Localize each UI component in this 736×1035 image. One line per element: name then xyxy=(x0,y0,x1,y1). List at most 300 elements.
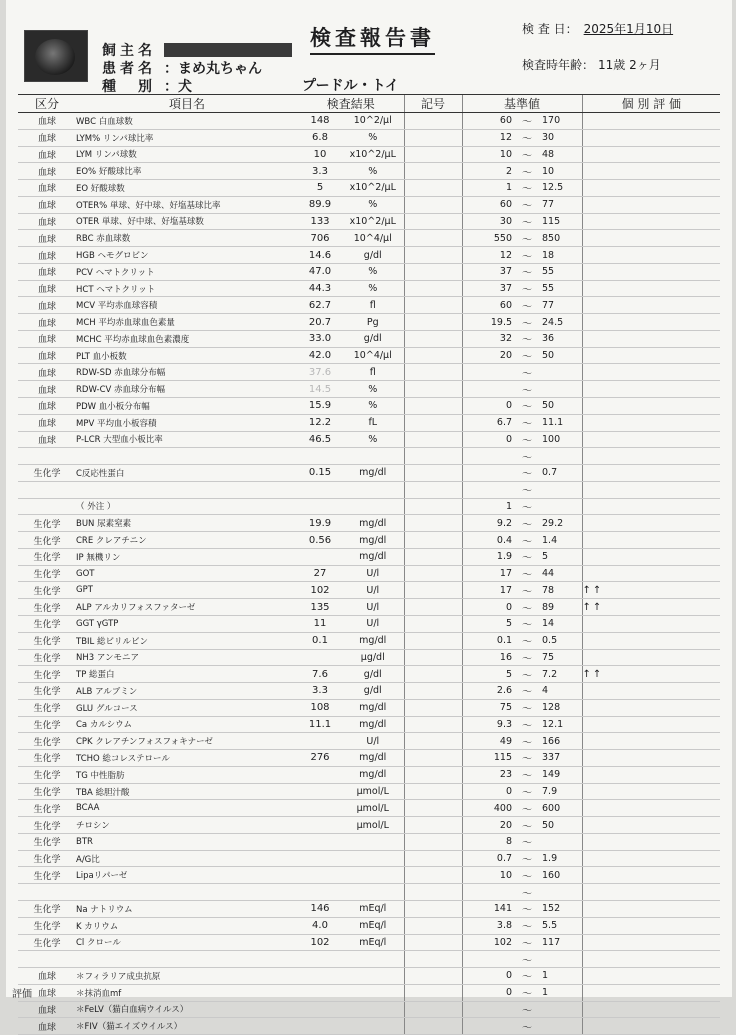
unit-cell: 10^2/μl xyxy=(342,113,404,130)
species-row xyxy=(102,76,192,96)
result-cell xyxy=(298,968,342,985)
result-cell: 47.0 xyxy=(298,263,342,280)
unit-cell: mg/dl xyxy=(342,632,404,649)
item-cell: EO% 好酸球比率 xyxy=(76,163,298,180)
item-cell: LYM% リンパ球比率 xyxy=(76,129,298,146)
ref-high-cell: 152 xyxy=(542,900,582,917)
col-evaluation: 個 別 評 価 xyxy=(582,95,720,113)
ref-tilde-cell: ～ xyxy=(512,448,542,465)
ref-tilde-cell: ～ xyxy=(512,414,542,431)
ref-low-cell: 0.1 xyxy=(462,632,512,649)
ref-tilde-cell: ～ xyxy=(512,532,542,549)
ref-low-cell: 6.7 xyxy=(462,414,512,431)
unit-cell: Pg xyxy=(342,314,404,331)
ref-low-cell: 0 xyxy=(462,984,512,1001)
item-cell: （ 外注 ） xyxy=(76,498,298,515)
table-row xyxy=(18,867,720,884)
item-cell: ＊抹消血mf xyxy=(76,984,298,1001)
evaluation-cell xyxy=(582,381,720,398)
category-cell: 血球 xyxy=(18,263,76,280)
evaluation-cell xyxy=(582,632,720,649)
ref-tilde-cell: ～ xyxy=(512,465,542,482)
item-cell: MCHC 平均赤血球血色素濃度 xyxy=(76,330,298,347)
table-row xyxy=(18,968,720,985)
table-row xyxy=(18,196,720,213)
ref-tilde-cell: ～ xyxy=(512,683,542,700)
result-cell xyxy=(298,766,342,783)
result-cell: 20.7 xyxy=(298,314,342,331)
item-cell: WBC 白血球数 xyxy=(76,113,298,130)
table-row xyxy=(18,817,720,834)
ref-low-cell: 400 xyxy=(462,800,512,817)
ref-high-cell xyxy=(542,951,582,968)
flag-cell xyxy=(404,733,462,750)
result-cell: 102 xyxy=(298,582,342,599)
ref-tilde-cell: ～ xyxy=(512,347,542,364)
category-cell: 生化学 xyxy=(18,800,76,817)
unit-cell: mEq/l xyxy=(342,917,404,934)
ref-low-cell: 550 xyxy=(462,230,512,247)
unit-cell: % xyxy=(342,263,404,280)
category-cell: 血球 xyxy=(18,163,76,180)
evaluation-cell xyxy=(582,716,720,733)
unit-cell: g/dl xyxy=(342,666,404,683)
unit-cell: % xyxy=(342,398,404,415)
flag-cell xyxy=(404,917,462,934)
flag-cell xyxy=(404,163,462,180)
ref-low-cell: 0 xyxy=(462,783,512,800)
ref-low-cell: 8 xyxy=(462,833,512,850)
ref-low-cell xyxy=(462,884,512,901)
category-cell: 生化学 xyxy=(18,632,76,649)
ref-tilde-cell: ～ xyxy=(512,129,542,146)
item-cell: MPV 平均血小板容積 xyxy=(76,414,298,431)
unit-cell: g/dl xyxy=(342,683,404,700)
ref-tilde-cell: ～ xyxy=(512,297,542,314)
table-row xyxy=(18,532,720,549)
category-cell: 生化学 xyxy=(18,666,76,683)
ref-tilde-cell: ～ xyxy=(512,733,542,750)
evaluation-cell xyxy=(582,364,720,381)
category-cell: 生化学 xyxy=(18,683,76,700)
evaluation-cell xyxy=(582,800,720,817)
table-row xyxy=(18,398,720,415)
table-row xyxy=(18,615,720,632)
flag-cell xyxy=(404,347,462,364)
ref-high-cell: 12.1 xyxy=(542,716,582,733)
unit-cell xyxy=(342,984,404,1001)
ref-low-cell xyxy=(462,951,512,968)
result-cell: 7.6 xyxy=(298,666,342,683)
ref-low-cell: 75 xyxy=(462,699,512,716)
ref-low-cell: 60 xyxy=(462,113,512,130)
ref-low-cell: 2.6 xyxy=(462,683,512,700)
flag-cell xyxy=(404,750,462,767)
ref-high-cell: 12.5 xyxy=(542,180,582,197)
flag-cell xyxy=(404,565,462,582)
ref-high-cell xyxy=(542,364,582,381)
flag-cell xyxy=(404,465,462,482)
ref-high-cell: 1.9 xyxy=(542,850,582,867)
result-cell: 11.1 xyxy=(298,716,342,733)
item-cell: CPK クレアチンフォスフォキナーゼ xyxy=(76,733,298,750)
flag-cell xyxy=(404,900,462,917)
item-cell: OTER% 単球、好中球、好塩基球比率 xyxy=(76,196,298,213)
evaluation-cell xyxy=(582,783,720,800)
result-cell: 62.7 xyxy=(298,297,342,314)
table-row xyxy=(18,984,720,1001)
table-row xyxy=(18,515,720,532)
evaluation-cell xyxy=(582,146,720,163)
table-row xyxy=(18,716,720,733)
item-cell: GPT xyxy=(76,582,298,599)
ref-tilde-cell: ～ xyxy=(512,314,542,331)
owner-name-redacted xyxy=(164,43,292,57)
item-cell: Cl クロール xyxy=(76,934,298,951)
result-cell: 0.56 xyxy=(298,532,342,549)
result-cell: 42.0 xyxy=(298,347,342,364)
category-cell: 血球 xyxy=(18,330,76,347)
unit-cell: mg/dl xyxy=(342,716,404,733)
patient-row xyxy=(102,58,262,78)
result-cell xyxy=(298,800,342,817)
item-cell: PCV ヘマトクリット xyxy=(76,263,298,280)
table-row xyxy=(18,347,720,364)
ref-tilde-cell: ～ xyxy=(512,481,542,498)
ref-high-cell: 55 xyxy=(542,280,582,297)
evaluation-cell xyxy=(582,817,720,834)
table-row xyxy=(18,733,720,750)
evaluation-cell xyxy=(582,951,720,968)
unit-cell: U/l xyxy=(342,733,404,750)
flag-cell xyxy=(404,548,462,565)
category-cell: 血球 xyxy=(18,129,76,146)
unit-cell: mEq/l xyxy=(342,934,404,951)
ref-low-cell: 9.2 xyxy=(462,515,512,532)
flag-cell xyxy=(404,263,462,280)
result-cell: 12.2 xyxy=(298,414,342,431)
evaluation-cell xyxy=(582,448,720,465)
table-row xyxy=(18,565,720,582)
ref-high-cell: 29.2 xyxy=(542,515,582,532)
category-cell: 血球 xyxy=(18,364,76,381)
ref-high-cell: 1.4 xyxy=(542,532,582,549)
ref-high-cell: 0.7 xyxy=(542,465,582,482)
ref-tilde-cell: ～ xyxy=(512,230,542,247)
table-row xyxy=(18,414,720,431)
category-cell xyxy=(18,951,76,968)
category-cell xyxy=(18,481,76,498)
ref-low-cell: 12 xyxy=(462,129,512,146)
evaluation-cell xyxy=(582,431,720,448)
result-cell xyxy=(298,481,342,498)
result-cell: 135 xyxy=(298,599,342,616)
ref-tilde-cell: ～ xyxy=(512,867,542,884)
ref-tilde-cell: ～ xyxy=(512,951,542,968)
breed: プードル・トイ xyxy=(302,78,399,94)
category-cell: 生化学 xyxy=(18,548,76,565)
unit-cell xyxy=(342,1018,404,1035)
ref-high-cell: 10 xyxy=(542,163,582,180)
flag-cell xyxy=(404,884,462,901)
table-row xyxy=(18,247,720,264)
item-cell xyxy=(76,884,298,901)
ref-tilde-cell: ～ xyxy=(512,984,542,1001)
table-row xyxy=(18,280,720,297)
ref-low-cell: 10 xyxy=(462,867,512,884)
flag-cell xyxy=(404,867,462,884)
ref-high-cell: 77 xyxy=(542,196,582,213)
ref-high-cell: 0.5 xyxy=(542,632,582,649)
evaluation-cell xyxy=(582,548,720,565)
item-cell: RBC 赤血球数 xyxy=(76,230,298,247)
result-cell xyxy=(298,833,342,850)
ref-tilde-cell: ～ xyxy=(512,649,542,666)
category-cell: 血球 xyxy=(18,968,76,985)
flag-cell xyxy=(404,968,462,985)
item-cell xyxy=(76,951,298,968)
evaluation-cell xyxy=(582,347,720,364)
category-cell: 血球 xyxy=(18,180,76,197)
ref-low-cell: 3.8 xyxy=(462,917,512,934)
flag-cell xyxy=(404,314,462,331)
flag-cell xyxy=(404,632,462,649)
result-cell: 4.0 xyxy=(298,917,342,934)
evaluation-cell xyxy=(582,867,720,884)
evaluation-cell xyxy=(582,1018,720,1035)
unit-cell: fL xyxy=(342,414,404,431)
item-cell: IP 無機リン xyxy=(76,548,298,565)
category-cell: 血球 xyxy=(18,347,76,364)
ref-low-cell xyxy=(462,381,512,398)
category-cell: 血球 xyxy=(18,381,76,398)
flag-cell xyxy=(404,196,462,213)
evaluation-cell xyxy=(582,968,720,985)
ref-high-cell: 149 xyxy=(542,766,582,783)
ref-tilde-cell: ～ xyxy=(512,800,542,817)
item-cell xyxy=(76,448,298,465)
ref-tilde-cell: ～ xyxy=(512,917,542,934)
table-row xyxy=(18,481,720,498)
evaluation-cell: ↑↑ xyxy=(582,582,720,599)
ref-tilde-cell: ～ xyxy=(512,783,542,800)
unit-cell xyxy=(342,481,404,498)
unit-cell: μmol/L xyxy=(342,800,404,817)
flag-cell xyxy=(404,280,462,297)
evaluation-cell xyxy=(582,1001,720,1018)
flag-cell xyxy=(404,414,462,431)
ref-tilde-cell: ～ xyxy=(512,263,542,280)
result-cell: 276 xyxy=(298,750,342,767)
category-cell: 血球 xyxy=(18,146,76,163)
ref-high-cell: 36 xyxy=(542,330,582,347)
evaluation-cell xyxy=(582,247,720,264)
unit-cell: U/l xyxy=(342,599,404,616)
item-cell: ALP アルカリフォスファターゼ xyxy=(76,599,298,616)
ref-high-cell: 170 xyxy=(542,113,582,130)
ref-high-cell: 77 xyxy=(542,297,582,314)
unit-cell xyxy=(342,884,404,901)
item-cell: ＊フィラリア成虫抗原 xyxy=(76,968,298,985)
item-cell: TP 総蛋白 xyxy=(76,666,298,683)
table-row xyxy=(18,330,720,347)
unit-cell: mg/dl xyxy=(342,465,404,482)
unit-cell: mg/dl xyxy=(342,750,404,767)
flag-cell xyxy=(404,817,462,834)
ref-low-cell: 49 xyxy=(462,733,512,750)
item-cell: RDW-SD 赤血球分布幅 xyxy=(76,364,298,381)
col-flag: 記号 xyxy=(404,95,462,113)
flag-cell xyxy=(404,146,462,163)
patient-name: ：まめ丸ちゃん xyxy=(164,61,262,77)
ref-high-cell xyxy=(542,833,582,850)
category-cell: 血球 xyxy=(18,1001,76,1018)
evaluation-cell: ↑↑ xyxy=(582,666,720,683)
category-cell: 生化学 xyxy=(18,783,76,800)
result-cell xyxy=(298,783,342,800)
ref-high-cell: 117 xyxy=(542,934,582,951)
item-cell: LYM リンパ球数 xyxy=(76,146,298,163)
table-row xyxy=(18,163,720,180)
table-row xyxy=(18,951,720,968)
evaluation-cell xyxy=(582,565,720,582)
patient-label: 患者名 xyxy=(102,61,156,77)
ref-high-cell: 30 xyxy=(542,129,582,146)
unit-cell: % xyxy=(342,163,404,180)
table-row xyxy=(18,431,720,448)
result-cell: 14.6 xyxy=(298,247,342,264)
table-row xyxy=(18,833,720,850)
item-cell: Lipaリパーゼ xyxy=(76,867,298,884)
ref-high-cell: 7.2 xyxy=(542,666,582,683)
ref-tilde-cell: ～ xyxy=(512,146,542,163)
result-cell xyxy=(298,817,342,834)
ref-high-cell xyxy=(542,884,582,901)
ref-high-cell: 18 xyxy=(542,247,582,264)
ref-tilde-cell: ～ xyxy=(512,113,542,130)
unit-cell: μmol/L xyxy=(342,817,404,834)
evaluation-cell xyxy=(582,498,720,515)
flag-cell xyxy=(404,448,462,465)
evaluation-cell xyxy=(582,314,720,331)
category-cell: 血球 xyxy=(18,984,76,1001)
result-cell: 14.5 xyxy=(298,381,342,398)
evaluation-cell xyxy=(582,884,720,901)
ref-high-cell: 1 xyxy=(542,968,582,985)
ref-high-cell: 7.9 xyxy=(542,783,582,800)
flag-cell xyxy=(404,515,462,532)
result-cell: 89.9 xyxy=(298,196,342,213)
ref-high-cell: 50 xyxy=(542,398,582,415)
item-cell: RDW-CV 赤血球分布幅 xyxy=(76,381,298,398)
result-cell xyxy=(298,548,342,565)
evaluation-cell xyxy=(582,163,720,180)
ref-tilde-cell: ～ xyxy=(512,548,542,565)
flag-cell xyxy=(404,615,462,632)
category-cell xyxy=(18,448,76,465)
result-cell xyxy=(298,1001,342,1018)
evaluation-cell xyxy=(582,230,720,247)
flag-cell xyxy=(404,599,462,616)
flag-cell xyxy=(404,716,462,733)
ref-low-cell xyxy=(462,448,512,465)
ref-low-cell: 0.4 xyxy=(462,532,512,549)
category-cell: 生化学 xyxy=(18,850,76,867)
flag-cell xyxy=(404,582,462,599)
unit-cell: mg/dl xyxy=(342,699,404,716)
table-row xyxy=(18,800,720,817)
flag-cell xyxy=(404,431,462,448)
item-cell: K カリウム xyxy=(76,917,298,934)
unit-cell: U/l xyxy=(342,615,404,632)
evaluation-cell xyxy=(582,683,720,700)
ref-tilde-cell: ～ xyxy=(512,900,542,917)
category-cell: 生化学 xyxy=(18,817,76,834)
item-cell: MCV 平均赤血球容積 xyxy=(76,297,298,314)
category-cell: 生化学 xyxy=(18,515,76,532)
ref-low-cell: 9.3 xyxy=(462,716,512,733)
exam-date-label: 検 査 日： xyxy=(522,22,578,36)
category-cell: 血球 xyxy=(18,414,76,431)
ref-low-cell: 1 xyxy=(462,180,512,197)
ref-high-cell: 160 xyxy=(542,867,582,884)
ref-high-cell: 50 xyxy=(542,347,582,364)
col-reference: 基準値 xyxy=(462,95,582,113)
table-row xyxy=(18,917,720,934)
category-cell: 血球 xyxy=(18,247,76,264)
unit-cell xyxy=(342,968,404,985)
unit-cell xyxy=(342,1001,404,1018)
evaluation-cell xyxy=(582,414,720,431)
item-cell: Ca カルシウム xyxy=(76,716,298,733)
ref-tilde-cell: ～ xyxy=(512,632,542,649)
ref-low-cell xyxy=(462,465,512,482)
category-cell: 生化学 xyxy=(18,733,76,750)
table-row xyxy=(18,230,720,247)
flag-cell xyxy=(404,984,462,1001)
unit-cell: x10^2/μL xyxy=(342,180,404,197)
result-cell: 19.9 xyxy=(298,515,342,532)
flag-cell xyxy=(404,783,462,800)
item-cell: PLT 血小板数 xyxy=(76,347,298,364)
ref-tilde-cell: ～ xyxy=(512,968,542,985)
ref-high-cell: 100 xyxy=(542,431,582,448)
flag-cell xyxy=(404,1018,462,1035)
evaluation-cell xyxy=(582,833,720,850)
item-cell: CRE クレアチニン xyxy=(76,532,298,549)
table-row xyxy=(18,649,720,666)
ref-low-cell: 0 xyxy=(462,968,512,985)
table-row xyxy=(18,699,720,716)
evaluation-cell xyxy=(582,263,720,280)
ref-high-cell xyxy=(542,481,582,498)
flag-cell xyxy=(404,381,462,398)
flag-cell xyxy=(404,649,462,666)
ref-high-cell: 75 xyxy=(542,649,582,666)
col-category: 区分 xyxy=(18,95,76,113)
unit-cell xyxy=(342,850,404,867)
evaluation-cell xyxy=(582,129,720,146)
item-cell: BCAA xyxy=(76,800,298,817)
evaluation-cell: ↑↑ xyxy=(582,599,720,616)
evaluation-cell xyxy=(582,465,720,482)
unit-cell: g/dl xyxy=(342,330,404,347)
ref-tilde-cell: ～ xyxy=(512,196,542,213)
evaluation-cell xyxy=(582,766,720,783)
result-cell: 15.9 xyxy=(298,398,342,415)
unit-cell: fl xyxy=(342,297,404,314)
table-row xyxy=(18,448,720,465)
